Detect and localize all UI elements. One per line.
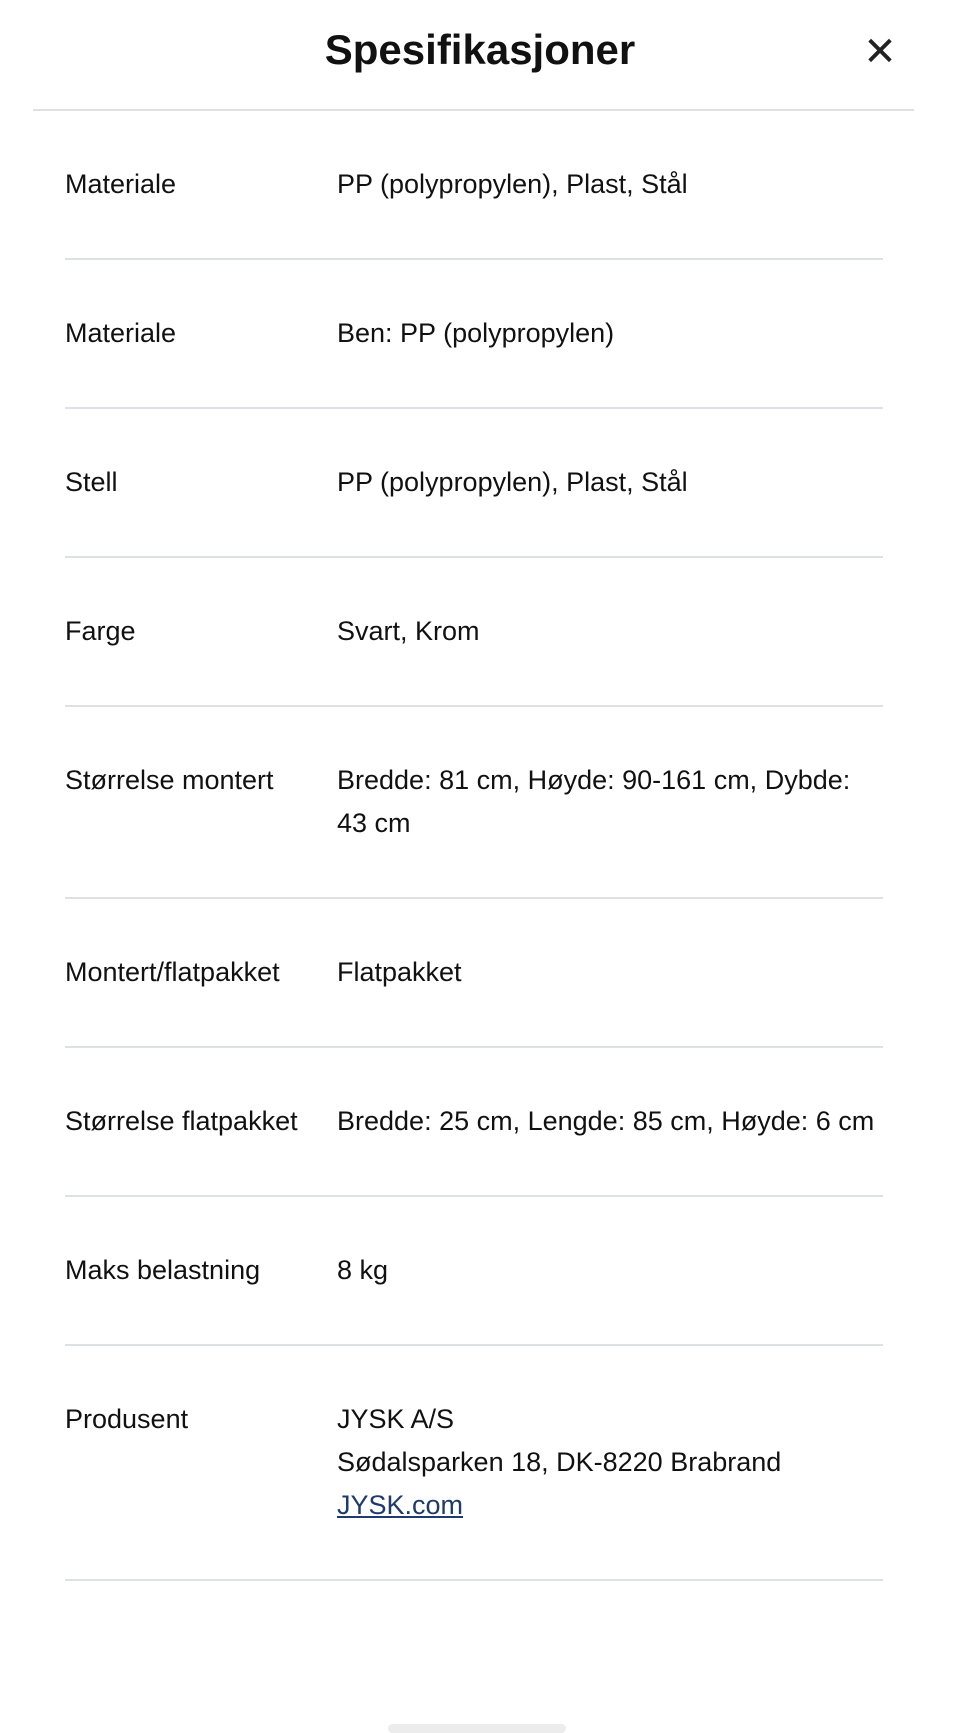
spec-value xyxy=(337,759,883,845)
modal-header xyxy=(0,0,960,110)
spec-row xyxy=(65,260,883,409)
spec-value xyxy=(337,461,883,504)
spec-value xyxy=(337,163,883,206)
spec-row xyxy=(65,409,883,558)
spec-value xyxy=(337,951,883,994)
spec-label: Stell xyxy=(65,467,118,497)
spec-value xyxy=(337,312,883,355)
spec-label: Maks belastning xyxy=(65,1255,261,1285)
spec-label: Montert/flatpakket xyxy=(65,957,280,987)
spec-value-line: Bredde: 81 cm, Høyde: 90-161 cm, Dybde: 43 cm xyxy=(337,765,851,838)
spec-label: Størrelse flatpakket xyxy=(65,1106,298,1136)
manufacturer-link[interactable]: JYSK.com xyxy=(337,1490,464,1520)
spec-row xyxy=(65,558,883,707)
spec-row xyxy=(65,707,883,899)
spec-row xyxy=(65,1048,883,1197)
spec-label: Farge xyxy=(65,616,136,646)
spec-value-line: 8 kg xyxy=(337,1255,389,1285)
spec-value-line: PP (polypropylen), Plast, Stål xyxy=(337,467,688,497)
spec-value-line: Flatpakket xyxy=(337,957,462,987)
spec-value-line: Sødalsparken 18, DK-8220 Brabrand xyxy=(337,1447,782,1477)
spec-label: Materiale xyxy=(65,318,177,348)
spec-row xyxy=(65,1346,883,1581)
spec-value-line: PP (polypropylen), Plast, Stål xyxy=(337,169,688,199)
spec-value xyxy=(337,610,883,653)
page-title: Spesifikasjoner xyxy=(324,26,636,73)
spec-list xyxy=(65,111,883,1581)
spec-label: Størrelse montert xyxy=(65,765,274,795)
spec-row xyxy=(65,899,883,1048)
spec-value-line: Svart, Krom xyxy=(337,616,480,646)
spec-value-line: JYSK A/S xyxy=(337,1404,455,1434)
spec-value xyxy=(337,1100,883,1143)
spec-value-line: Bredde: 25 cm, Lengde: 85 cm, Høyde: 6 cm xyxy=(337,1106,875,1136)
spec-row xyxy=(65,1197,883,1346)
spec-row xyxy=(65,111,883,260)
home-indicator xyxy=(388,1724,566,1733)
spec-label: Produsent xyxy=(65,1404,189,1434)
spec-value xyxy=(337,1249,883,1292)
spec-value xyxy=(337,1398,883,1527)
close-icon[interactable]: ✕ xyxy=(863,30,897,74)
spec-value-line: Ben: PP (polypropylen) xyxy=(337,318,615,348)
spec-label: Materiale xyxy=(65,169,177,199)
